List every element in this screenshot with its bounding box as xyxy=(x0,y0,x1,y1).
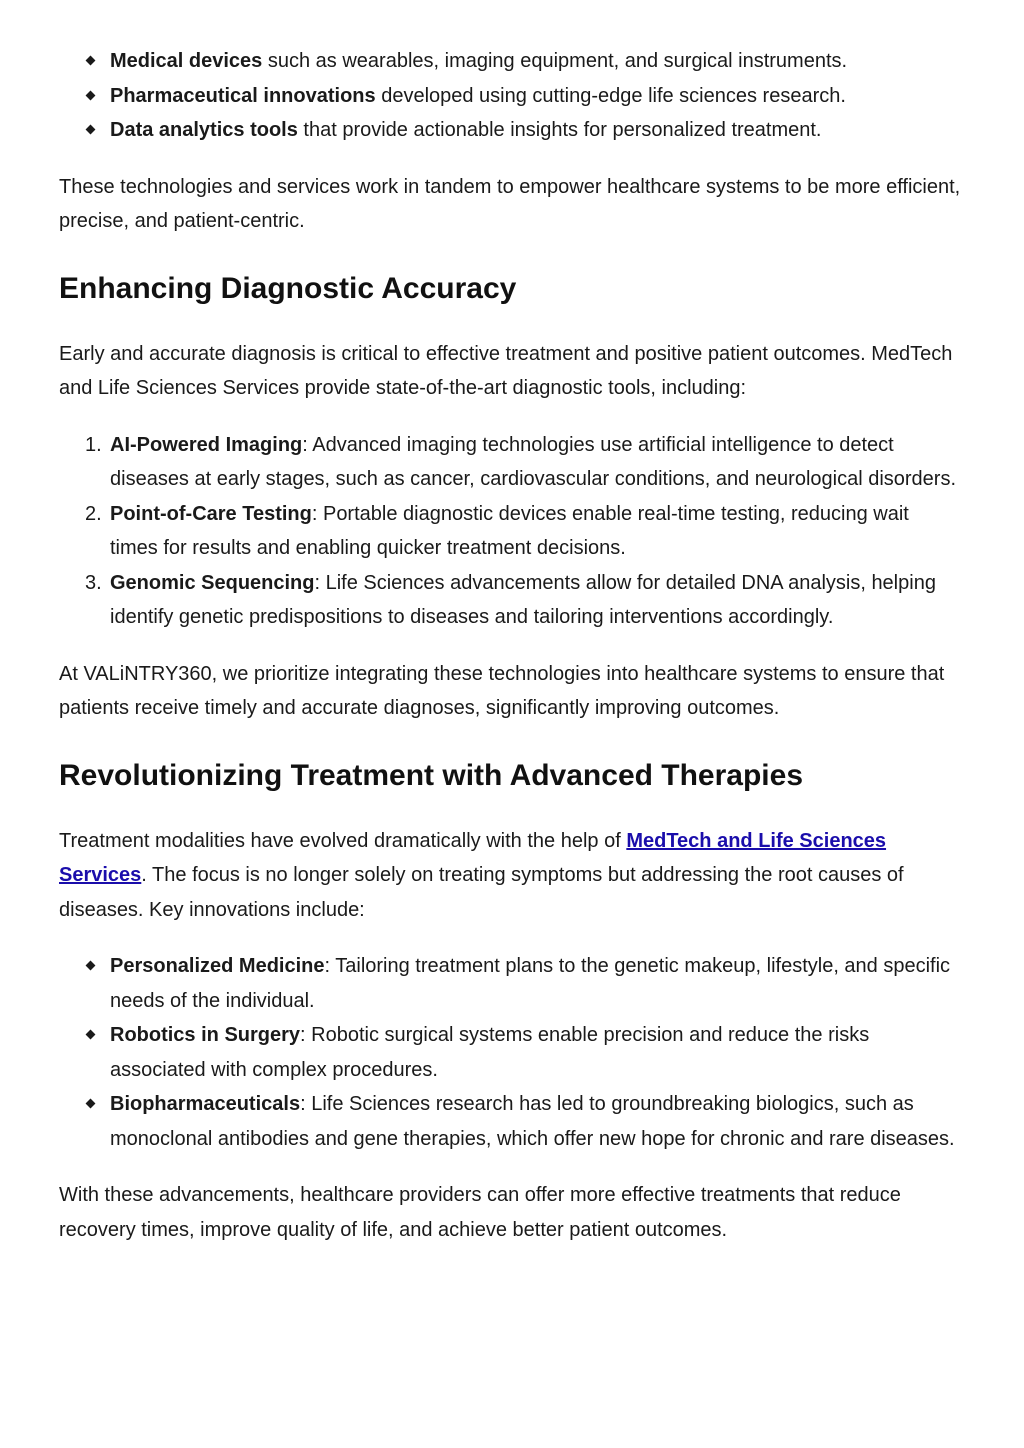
diamond-bullet-icon xyxy=(86,125,96,135)
diamond-bullet-icon xyxy=(86,1030,96,1040)
list-item-term: Genomic Sequencing xyxy=(110,571,315,594)
list-item-term: Pharmaceutical innovations xyxy=(110,84,376,107)
list-item-text: : Robotic surgical systems enable precision and reduce the risks associated with complex procedures. xyxy=(110,1024,870,1081)
list-number: 1. xyxy=(85,433,102,456)
diamond-bullet-icon xyxy=(86,90,96,100)
list-item xyxy=(110,44,962,79)
list-item-term: Data analytics tools xyxy=(110,119,298,141)
list-item xyxy=(110,1018,962,1087)
list-item-text: : Life Sciences research has led to groundbreaking biologics, such as monoclonal antibodies and gene therapies, which offer new hope for chronic and rare diseases. xyxy=(110,1093,955,1150)
list-number: 3. xyxy=(85,571,102,594)
list-item xyxy=(110,1087,962,1156)
list-item-term: Biopharmaceuticals xyxy=(110,1093,301,1115)
paragraph-diagnosis: Early and accurate diagnosis is critical to effective treatment and positive patient outcomes. MedTech and Life Sciences Services provide state-of-the-art diagnostic tools, including: xyxy=(59,342,953,399)
list-item-term: Point-of-Care Testing xyxy=(110,502,312,525)
diamond-bullet-icon xyxy=(86,961,96,971)
list-item-term: AI-Powered Imaging xyxy=(110,433,303,456)
paragraph-treatment xyxy=(59,824,962,928)
list-item-text: that provide actionable insights for personalized treatment. xyxy=(297,119,822,141)
heading-diagnostic-accuracy: Enhancing Diagnostic Accuracy xyxy=(59,271,517,305)
paragraph-valintry: At VALiNTRY360, we prioritize integrating these technologies into healthcare systems to ensure that patients receive timely and accurate diagnoses, significantly improving outcomes. xyxy=(59,662,945,719)
diagnostic-tools-list xyxy=(59,428,962,635)
paragraph-technologies: These technologies and services work in tandem to empower healthcare systems to be more efficient, precise, and patient-centric. xyxy=(59,175,961,232)
list-item xyxy=(110,113,962,148)
technology-list xyxy=(59,0,962,148)
list-item xyxy=(110,79,962,114)
paragraph-advancements: With these advancements, healthcare providers can offer more effective treatments that reduce recovery times, improve quality of life, and achieve better patient outcomes. xyxy=(59,1184,901,1241)
list-item-text: : Tailoring treatment plans to the genetic makeup, lifestyle, and specific needs of the individual. xyxy=(110,955,951,1012)
medtech-services-link[interactable]: MedTech and Life Sciences Services xyxy=(59,829,887,886)
list-number: 2. xyxy=(85,502,102,525)
list-item-text: such as wearables, imaging equipment, and surgical instruments. xyxy=(262,50,848,72)
list-item xyxy=(85,428,962,497)
list-item-term: Robotics in Surgery xyxy=(110,1024,301,1046)
paragraph-text: Treatment modalities have evolved dramatically with the help of xyxy=(59,829,627,852)
list-item-text: developed using cutting-edge life sciences research. xyxy=(375,84,846,107)
list-item-term: Medical devices xyxy=(110,50,263,72)
list-item xyxy=(85,566,962,635)
diamond-bullet-icon xyxy=(86,1099,96,1109)
heading-advanced-therapies: Revolutionizing Treatment with Advanced Therapies xyxy=(59,758,804,792)
innovations-list xyxy=(59,949,962,1156)
list-item-text: : Life Sciences advancements allow for detailed DNA analysis, helping identify genetic predispositions to diseases and tailoring interventions accordingly. xyxy=(110,571,936,628)
list-item-term: Personalized Medicine xyxy=(110,955,325,977)
paragraph-text: . The focus is no longer solely on treating symptoms but addressing the root causes of diseases. Key innovations include: xyxy=(59,864,904,921)
list-item-text: : Portable diagnostic devices enable real-time testing, reducing wait times for results and enabling quicker treatment decisions. xyxy=(110,502,909,559)
list-item xyxy=(110,949,962,1018)
list-item xyxy=(85,497,962,566)
diamond-bullet-icon xyxy=(86,56,96,66)
list-item-text: : Advanced imaging technologies use artificial intelligence to detect diseases at early stages, such as cancer, cardiovascular conditions, and neurological disorders. xyxy=(110,433,957,490)
